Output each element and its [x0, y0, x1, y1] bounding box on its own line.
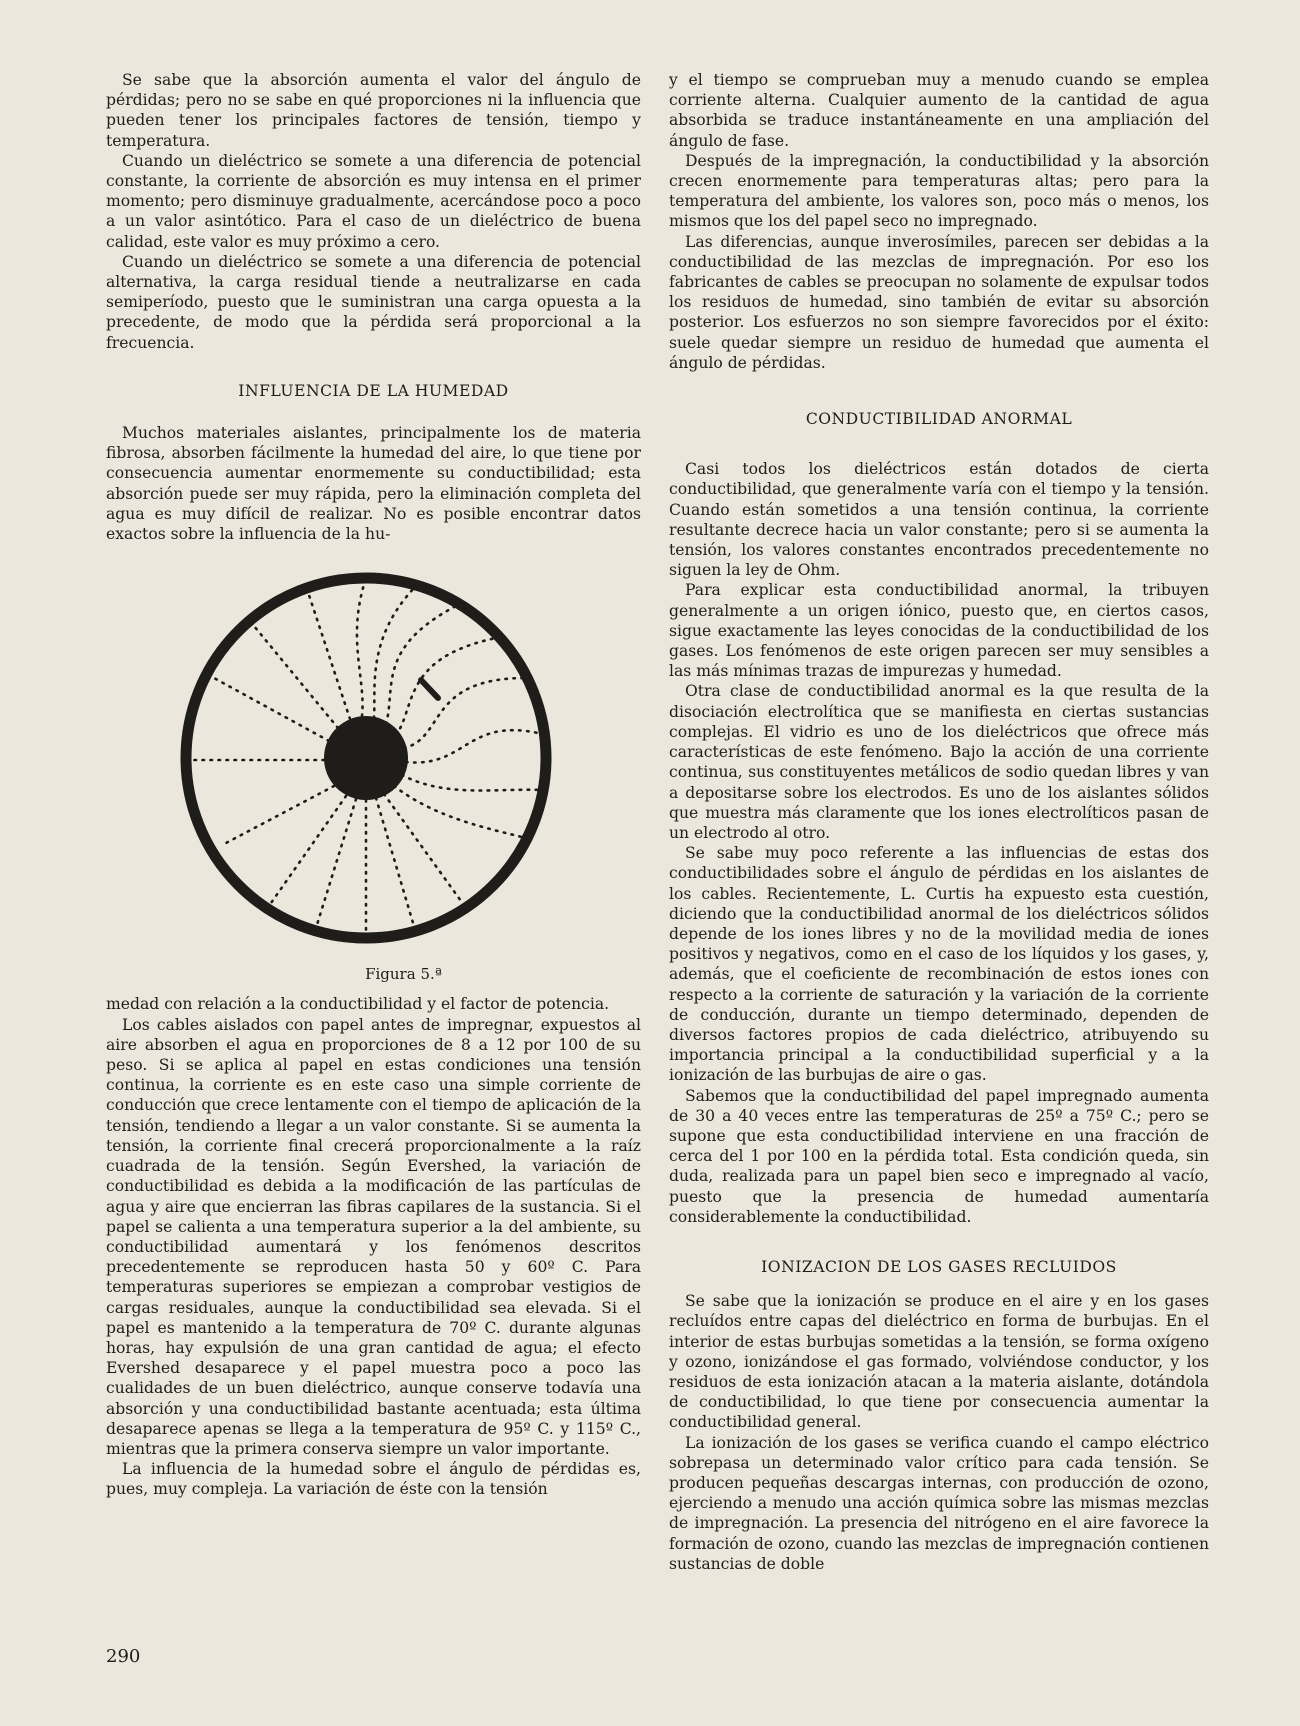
paragraph: Cuando un dieléctrico se somete a una diferencia de potencial constante, la corriente de absorción es muy intensa en el primer momento; pero disminuye gradualmente, acercándose poco a poco a un valor asintótico. Para el caso de un dieléctrico de buena calidad, este valor es muy próximo a cero.	[106, 151, 641, 251]
left-column	[106, 70, 641, 1500]
paragraph: Cuando un dieléctrico se somete a una diferencia de potencial alternativa, la carga residual tiende a neutralizarse en cada semiperíodo, puesto que le suministran una carga opuesta a la precedente, de modo que la pérdida será proporcional a la frecuencia.	[106, 252, 641, 352]
paragraph: Se sabe muy poco referente a las influencias de estas dos conductibilidades sobre el ángulo de pérdidas en los aislantes de los cables. Recientemente, L. Curtis ha expuesto esta cuestión, diciendo que la conductibilidad anormal de los dieléctricos sólidos depende de los iones libres y no de la movilidad media de iones positivos y negativos, como en el caso de los líquidos y los gases, y, además, que el coeficiente de recombinación de estos iones con respecto a la corriente de saturación y la variación de la corriente de conducción, durante un tiempo determinado, dependen de diversos factores propios de cada dieléctrico, atribuyendo su importancia principal a la conductibilidad superficial y a la ionización de las burbujas de aire o gas.	[669, 844, 1209, 1085]
section-heading-conductibilidad: CONDUCTIBILIDAD ANORMAL	[805, 410, 1073, 429]
cable-field-diagram	[166, 558, 566, 958]
paragraph: Para explicar esta conductibilidad anormal, la tribuyen generalmente a un origen iónico, puesto que, en ciertos casos, sigue exactamente las leyes conocidas de la conductibilidad de los gases. Los fenómenos de este origen parecen ser muy sensibles a las más mínimas trazas de impurezas y humedad.	[669, 581, 1209, 681]
paragraph: Casi todos los dieléctricos están dotados de cierta conductibilidad, que generalmente varía con el tiempo y la tensión. Cuando están sometidos a una tensión continua, la corriente resultante decrece hacia un valor constante; pero si se aumenta la tensión, los valores constantes encontrados precedentemente no siguen la ley de Ohm.	[669, 460, 1209, 580]
paragraph: La influencia de la humedad sobre el ángulo de pérdidas es, pues, muy compleja. La variación de éste con la tensión	[106, 1460, 641, 1499]
paragraph: Sabemos que la conductibilidad del papel impregnado aumenta de 30 a 40 veces entre las temperaturas de 25º a 75º C.; pero se supone que esta conductibilidad interviene en una fracción de cerca del 1 por 100 en la pérdida total. Esta condición queda, sin duda, realizada para un papel bien seco e impregnado al vacío, puesto que la presencia de humedad aumentaría considerablemente la conductibilidad.	[669, 1086, 1209, 1226]
paragraph: La ionización de los gases se verifica cuando el campo eléctrico sobrepasa un determinado valor crítico para cada tensión. Se producen pequeñas descargas internas, con producción de ozono, ejerciendo a menudo una acción química sobre las mismas mezclas de impregnación. La presencia del nitrógeno en el aire favorece la formación de ozono, cuando las mezclas de impregnación contienen sustancias de doble	[669, 1433, 1209, 1573]
section-heading-humedad: INFLUENCIA DE LA HUMEDAD	[238, 381, 509, 400]
page-number: 290	[106, 1646, 141, 1667]
section-heading-ionizacion: IONIZACION DE LOS GASES RECLUIDOS	[761, 1257, 1117, 1276]
paragraph: Muchos materiales aislantes, principalmente los de materia fibrosa, absorben fácilmente la humedad del aire, lo que tiene por consecuencia aumentar enormemente su conductibilidad; esta absorción puede ser muy rápida, pero la eliminación completa del agua es muy difícil de realizar. No es posible encontrar datos exactos sobre la influencia de la hu-	[106, 424, 641, 544]
paragraph: Los cables aislados con papel antes de impregnar, expuestos al aire absorben el agua en proporciones de 8 a 12 por 100 de su peso. Si se aplica al papel en estas condiciones una tensión continua, la corriente es en este caso una simple corriente de conducción que crece lentamente con el tiempo de aplicación de la tensión, tendiendo a llegar a un valor constante. Si se aumenta la tensión, la corriente final crecerá proporcionalmente a la raíz cuadrada de la tensión. Según Evershed, la variación de conductibilidad es debida a la modificación de las partículas de agua y aire que encierran las fibras capilares de la sustancia. Si el papel se calienta a una temperatura superior a la del ambiente, su conductibilidad aumentará y los fenómenos descritos precedentemente se reproducen hasta 50 y 60º C. Para temperaturas superiores se empiezan a comprobar vestigios de cargas residuales, aunque la conductibilidad sea elevada. Si el papel es mantenido a la temperatura de 70º C. durante algunas horas, hay expulsión de una gran cantidad de agua; el efecto Evershed desaparece y el papel muestra poco a poco las cualidades de un buen dieléctrico, aunque conserve todavía una absorción y una conductibilidad bastante acentuada; esta última desaparece apenas se llega a la temperatura de 95º C. y 115º C., mientras que la primera conserva siempre un valor importante.	[106, 1015, 641, 1458]
figure-5	[106, 558, 641, 984]
right-column	[669, 70, 1209, 1574]
bubble-mark	[421, 680, 438, 698]
paragraph: Otra clase de conductibilidad anormal es la que resulta de la disociación electrolítica que se manifiesta en ciertas sustancias complejas. El vidrio es uno de los dieléctricos que ofrece más características de este fenómeno. Bajo la acción de una corriente continua, sus constituyentes metálicos de sodio quedan libres y van a depositarse sobre los electrodos. Es uno de los aislantes sólidos que muestra más claramente que los iones electrolíticos pasan de un electrodo al otro.	[669, 682, 1209, 842]
figure-caption: Figura 5.ª	[365, 965, 442, 984]
paragraph: Después de la impregnación, la conductibilidad y la absorción crecen enormemente para temperaturas altas; pero para la temperatura del ambiente, los valores son, poco más o menos, los mismos que los del papel seco no impregnado.	[669, 151, 1209, 231]
paragraph: Se sabe que la ionización se produce en el aire y en los gases recluídos entre capas del dieléctrico en forma de burbujas. En el interior de estas burbujas sometidas a la tensión, se forma oxígeno y ozono, ionizándose el gas formado, volviéndose conductor, y los residuos de esta ionización atacan a la materia aislante, dotándola de conductibilidad, lo que tiene por consecuencia aumentar la conductibilidad general.	[669, 1292, 1209, 1432]
paragraph: Se sabe que la absorción aumenta el valor del ángulo de pérdidas; pero no se sabe en qué proporciones ni la influencia que pueden tener los principales factores de tensión, tiempo y temperatura.	[106, 71, 641, 150]
paragraph: Las diferencias, aunque inverosímiles, parecen ser debidas a la conductibilidad de las mezclas de impregnación. Por eso los fabricantes de cables se preocupan no solamente de expulsar todos los residuos de humedad, sino también de evitar su absorción posterior. Los esfuerzos no son siempre favorecidos por el éxito: suele quedar siempre un residuo de humedad que aumenta el ángulo de pérdidas.	[669, 232, 1209, 372]
paragraph: y el tiempo se comprueban muy a menudo cuando se emplea corriente alterna. Cualquier aumento de la cantidad de agua absorbida se traduce instantáneamente en una ampliación del ángulo de fase.	[669, 71, 1209, 150]
paragraph: medad con relación a la conductibilidad y el factor de potencia.	[106, 995, 610, 1014]
